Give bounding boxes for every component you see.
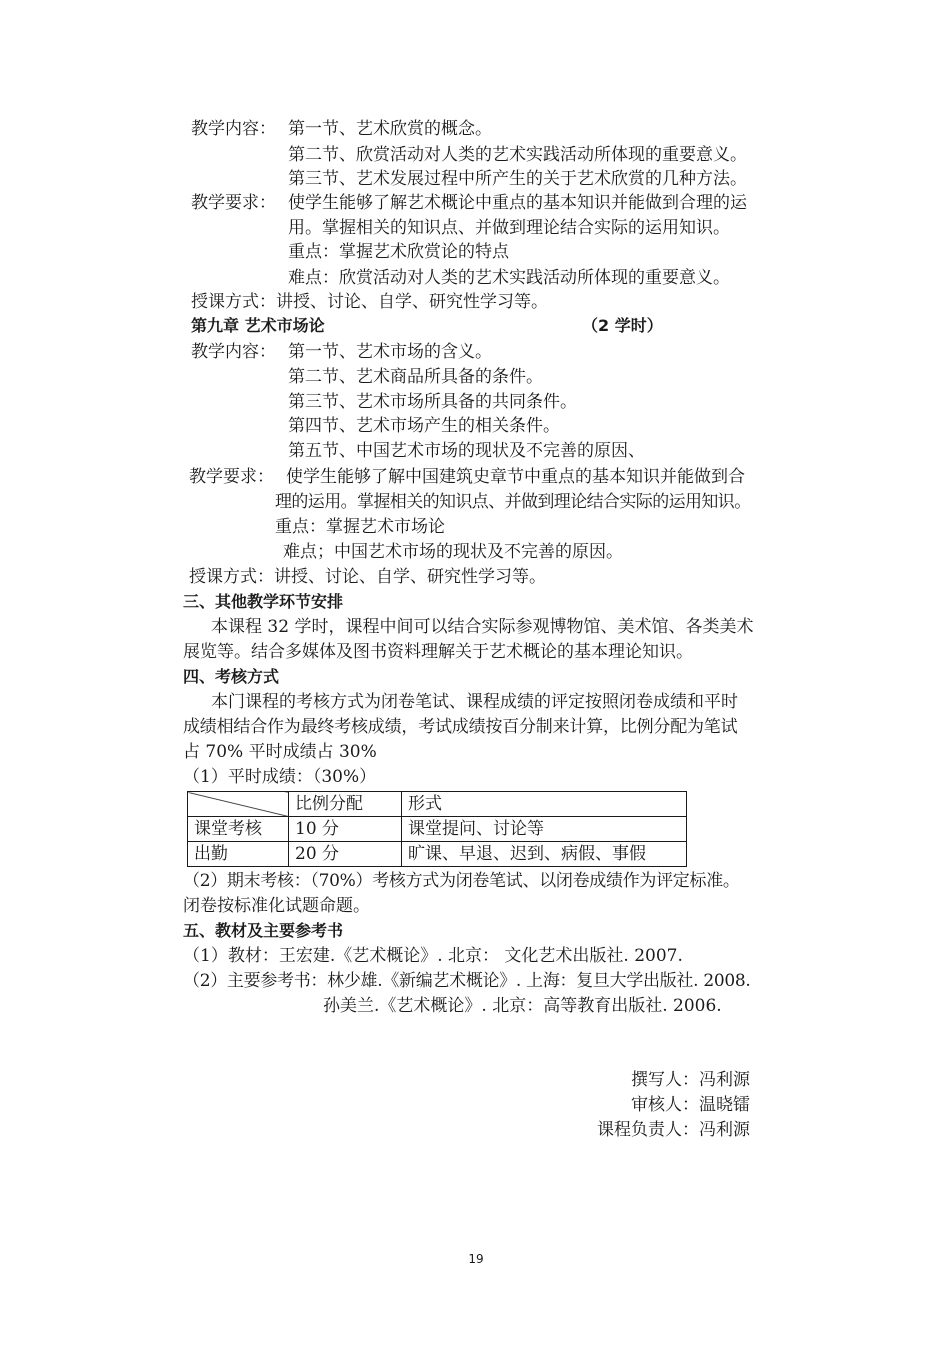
section-heading: 四、考核方式	[183, 667, 280, 686]
table-cell: 出勤	[188, 842, 289, 867]
requirement-text: 使学生能够了解艺术概论中重点的基本知识并能做到合理的运	[288, 193, 747, 213]
content-item: 第二节、艺术商品所具备的条件。	[288, 367, 543, 387]
reviewer-signature: 审核人：温晓镭	[631, 1095, 750, 1115]
content-label: 教学内容：	[191, 342, 276, 362]
table-header-row	[188, 792, 687, 817]
section-heading: 五、教材及主要参考书	[183, 921, 344, 940]
chapter-hours: （2 学时）	[582, 316, 663, 335]
table-cell: 课堂考核	[188, 817, 289, 842]
page-number: 19	[468, 1252, 484, 1266]
table-corner-cell	[188, 792, 289, 817]
chapter-title: 第九章 艺术市场论	[191, 316, 325, 335]
content-item: 第三节、艺术市场所具备的共同条件。	[288, 392, 577, 412]
requirement-text: 用。掌握相关的知识点、并做到理论结合实际的运用知识。	[288, 218, 730, 238]
paragraph-line: 占 70% 平时成绩占 30%	[183, 742, 377, 762]
table-cell: 课堂提问、讨论等	[402, 817, 687, 842]
table-cell: 10 分	[289, 817, 402, 842]
reference-line: 孙美兰.《艺术概论》. 北京：高等教育出版社. 2006.	[323, 996, 722, 1016]
difficulty: 难点；中国艺术市场的现状及不完善的原因。	[283, 542, 623, 562]
textbook-line: （1）教材：王宏建.《艺术概论》. 北京： 文化艺术出版社. 2007.	[183, 946, 683, 966]
requirement-label: 教学要求：	[189, 467, 274, 487]
key-point: 重点：掌握艺术欣赏论的特点	[288, 242, 509, 262]
section-heading: 三、其他教学环节安排	[183, 592, 344, 611]
final-exam-line: 闭卷按标准化试题命题。	[183, 896, 370, 916]
content-label: 教学内容：	[191, 119, 276, 139]
table-cell: 20 分	[289, 842, 402, 867]
paragraph-line: 本课程 32 学时，课程中间可以结合实际参观博物馆、美术馆、各类美术	[211, 617, 754, 637]
writer-signature: 撰写人：冯利源	[631, 1070, 750, 1090]
reference-line: （2）主要参考书：林少雄.《新编艺术概论》. 上海：复旦大学出版社. 2008.	[183, 971, 751, 991]
grade-table	[187, 791, 687, 867]
content-item: 第一节、艺术市场的含义。	[288, 342, 492, 362]
table-row	[188, 817, 687, 842]
teaching-method: 授课方式：讲授、讨论、自学、研究性学习等。	[191, 292, 548, 312]
content-item: 第五节、中国艺术市场的现状及不完善的原因、	[288, 441, 645, 461]
table-cell: 旷课、早退、迟到、病假、事假	[402, 842, 687, 867]
paragraph-line: 展览等。结合多媒体及图书资料理解关于艺术概论的基本理论知识。	[183, 642, 693, 662]
teaching-method: 授课方式：讲授、讨论、自学、研究性学习等。	[189, 567, 546, 587]
owner-signature: 课程负责人：冯利源	[597, 1120, 750, 1140]
regular-grade-label: （1）平时成绩：（30%）	[183, 767, 377, 787]
content-item: 第一节、艺术欣赏的概念。	[288, 119, 492, 139]
table-row	[188, 842, 687, 867]
requirement-text: 使学生能够了解中国建筑史章节中重点的基本知识并能做到合	[286, 467, 745, 487]
paragraph-line: 本门课程的考核方式为闭卷笔试、课程成绩的评定按照闭卷成绩和平时	[211, 692, 738, 712]
paragraph-line: 成绩相结合作为最终考核成绩，考试成绩按百分制来计算，比例分配为笔试	[183, 717, 738, 737]
table-header: 比例分配	[289, 792, 402, 817]
final-exam-line: （2）期末考核：（70%）考核方式为闭卷笔试、以闭卷成绩作为评定标准。	[183, 871, 740, 891]
difficulty: 难点：欣赏活动对人类的艺术实践活动所体现的重要意义。	[288, 268, 730, 288]
requirement-text: 理的运用。掌握相关的知识点、并做到理论结合实际的运用知识。	[275, 492, 751, 512]
content-item: 第二节、欣赏活动对人类的艺术实践活动所体现的重要意义。	[288, 145, 747, 165]
requirement-label: 教学要求：	[191, 193, 276, 213]
key-point: 重点：掌握艺术市场论	[275, 517, 445, 537]
content-item: 第三节、艺术发展过程中所产生的关于艺术欣赏的几种方法。	[288, 169, 747, 189]
table-header: 形式	[402, 792, 687, 817]
content-item: 第四节、艺术市场产生的相关条件。	[288, 416, 560, 436]
